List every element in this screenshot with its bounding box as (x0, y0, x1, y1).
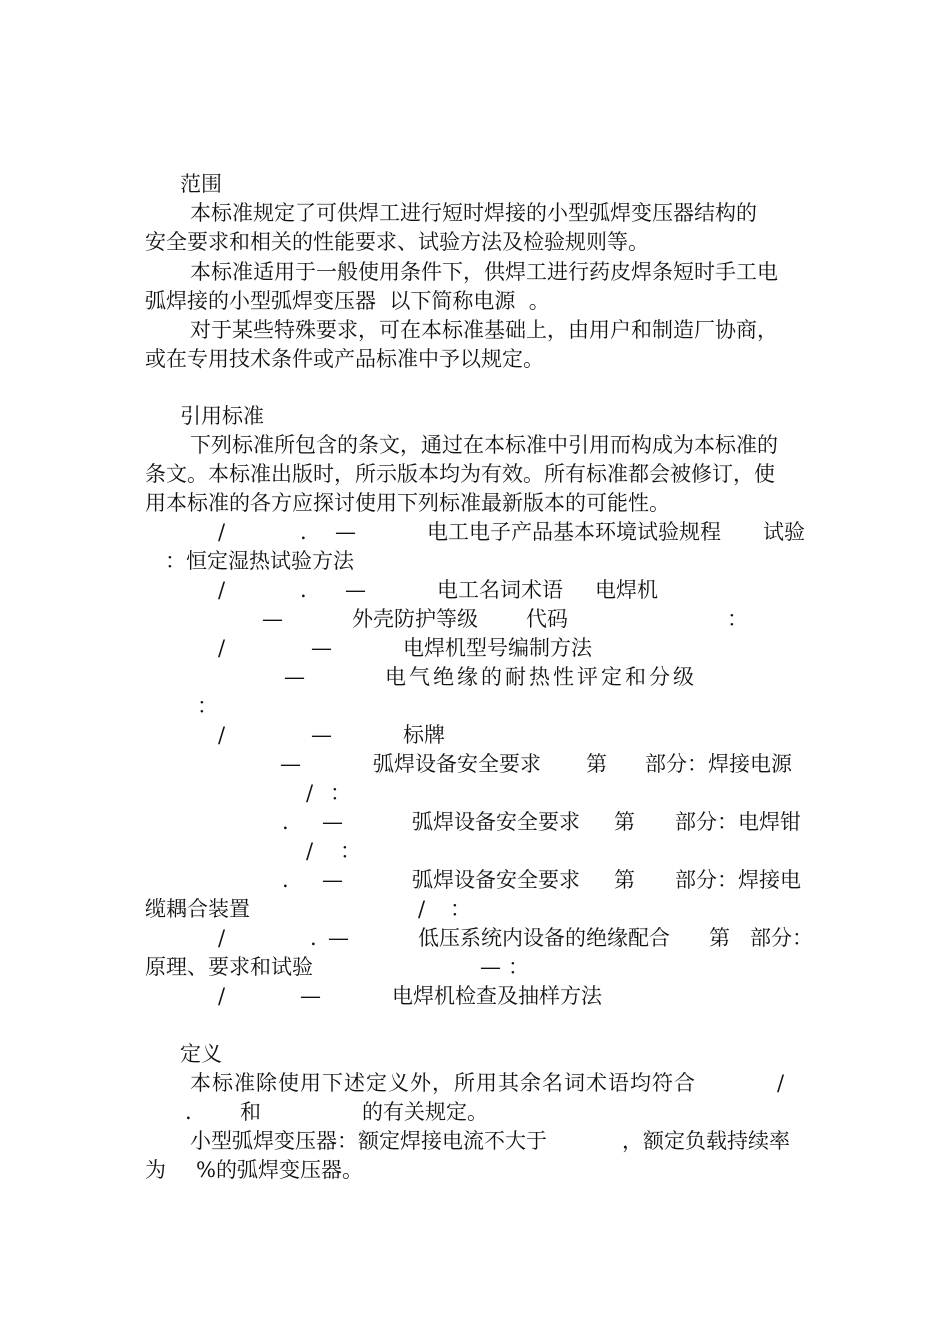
definitions-p1-line1: 本标准除使用下述定义外，所用其余名词术语均符合 (190, 1071, 696, 1095)
references-intro-line2: 条文。本标准出版时，所示版本均为有效。所有标准都会被修订，使 (145, 462, 775, 486)
ref-item-title: 弧焊设备安全要求 (412, 810, 580, 834)
ref-item-fragment: 试验 (763, 520, 805, 544)
ref-item-fragment: 部分：焊接电 (675, 868, 801, 892)
ref-item-title: 电气绝缘的耐热性评定和分级 (385, 665, 697, 689)
ref-item-title: 低压系统内设备的绝缘配合 (418, 926, 670, 950)
definitions-heading: 定义 (180, 1042, 222, 1066)
definitions-p1b-fragment: 和 (240, 1100, 261, 1124)
definitions-p2-line1: 小型弧焊变压器：额定焊接电流不大于 (190, 1129, 547, 1153)
ref-item-fragment: . (300, 520, 307, 544)
ref-item-fragment: — (311, 636, 332, 660)
scope-heading: 范围 (180, 172, 222, 196)
ref-item-fragment: — (284, 665, 305, 689)
references-intro-line3: 用本标准的各方应探讨使用下列标准最新版本的可能性。 (145, 491, 670, 515)
ref-item-fragment: 第 (614, 868, 635, 892)
ref-item-fragment: ： (727, 607, 748, 631)
scope-p2-line1: 本标准适用于一般使用条件下，供焊工进行药皮焊条短时手工电 (190, 260, 778, 284)
ref-item-fragment: — (262, 607, 283, 631)
ref-item-fragment: ：恒定湿热试验方法 (165, 549, 354, 573)
ref-item-fragment: 部分：焊接电源 (645, 752, 792, 776)
ref-item-fragment: ： (508, 955, 529, 979)
ref-item-fragment: / (306, 839, 314, 863)
ref-item-title: 电工名词术语 (437, 578, 563, 602)
ref-item-fragment: 第 (586, 752, 607, 776)
ref-item-fragment: 代码 (526, 607, 568, 631)
ref-item-fragment: — (480, 955, 501, 979)
ref-item-fragment: / (218, 520, 226, 544)
ref-item-fragment: 缆耦合装置 (145, 897, 250, 921)
ref-item-title: 标牌 (403, 723, 445, 747)
ref-item-title: 弧焊设备安全要求 (373, 752, 541, 776)
definitions-p2b-fragment: %的弧焊变压器。 (196, 1158, 363, 1182)
ref-item-fragment: — (335, 520, 356, 544)
ref-item-fragment: — (328, 926, 349, 950)
ref-item-fragment: ： (197, 694, 218, 718)
definitions-p2-fragment: ，额定负载持续率 (622, 1129, 790, 1153)
ref-item-fragment: / (306, 781, 314, 805)
ref-item-title: 电焊机检查及抽样方法 (392, 984, 602, 1008)
scope-p3-line2: 或在专用技术条件或产品标准中予以规定。 (145, 347, 544, 371)
definitions-p1-fragment: / (777, 1071, 785, 1095)
ref-item-title: 电焊机型号编制方法 (403, 636, 592, 660)
ref-item-fragment: — (311, 723, 332, 747)
ref-item-fragment: ： (330, 781, 351, 805)
ref-item-fragment: 部分：电焊钳 (675, 810, 801, 834)
ref-item-fragment: — (300, 984, 321, 1008)
ref-item-fragment: — (322, 868, 343, 892)
ref-item-fragment: / (218, 926, 226, 950)
ref-item-fragment: . (282, 868, 289, 892)
ref-item-fragment: / (218, 578, 226, 602)
ref-item-fragment: 第 (614, 810, 635, 834)
references-heading: 引用标准 (180, 404, 264, 428)
ref-item-fragment: 第 (709, 926, 730, 950)
scope-p1-line2: 安全要求和相关的性能要求、试验方法及检验规则等。 (145, 230, 649, 254)
ref-item-fragment: . (300, 578, 307, 602)
scope-p3-line1: 对于某些特殊要求，可在本标准基础上，由用户和制造厂协商， (190, 318, 778, 342)
ref-item-fragment: — (280, 752, 301, 776)
scope-p1-line1: 本标准规定了可供焊工进行短时焊接的小型弧焊变压器结构的 (190, 201, 757, 225)
ref-item-fragment: 部分： (750, 926, 813, 950)
ref-item-fragment: / (218, 723, 226, 747)
ref-item-fragment: — (322, 810, 343, 834)
ref-item-fragment: ： (340, 839, 361, 863)
ref-item-title: 电工电子产品基本环境试验规程 (427, 520, 721, 544)
definitions-p1b-fragment: 的有关规定。 (362, 1100, 488, 1124)
ref-item-title: 弧焊设备安全要求 (412, 868, 580, 892)
ref-item-fragment: ： (450, 897, 471, 921)
ref-item-fragment: . (310, 926, 317, 950)
ref-item-fragment: 原理、要求和试验 (145, 955, 313, 979)
ref-item-fragment: 电焊机 (595, 578, 658, 602)
references-intro-line1: 下列标准所包含的条文，通过在本标准中引用而构成为本标准的 (190, 433, 778, 457)
ref-item-fragment: . (282, 810, 289, 834)
ref-item-title: 外壳防护等级 (352, 607, 478, 631)
scope-p2-line2: 弧焊接的小型弧焊变压器 以下简称电源 。 (145, 289, 550, 313)
ref-item-fragment: / (218, 636, 226, 660)
ref-item-fragment: / (218, 984, 226, 1008)
ref-item-fragment: — (345, 578, 366, 602)
definitions-p1b-fragment: . (185, 1100, 192, 1124)
ref-item-fragment: / (418, 897, 426, 921)
definitions-p2b-fragment: 为 (145, 1158, 166, 1182)
